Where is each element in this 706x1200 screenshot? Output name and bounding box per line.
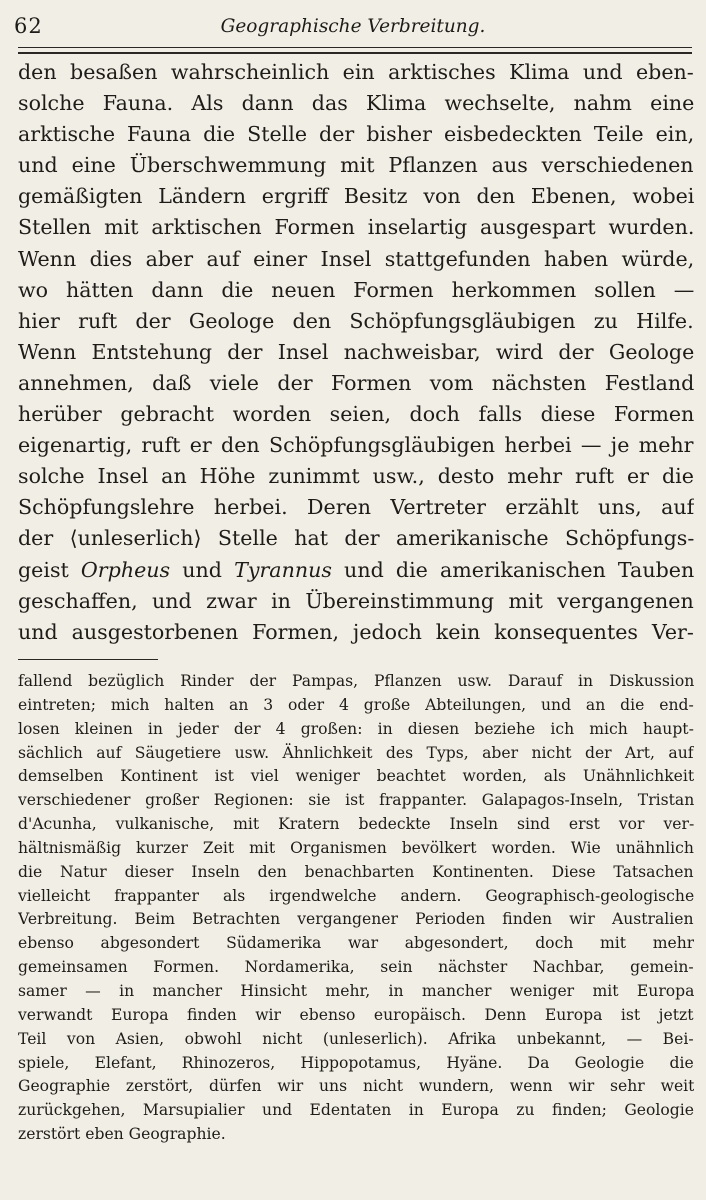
footnote-line: verwandt Europa finden wir ebenso europäisch. Denn Europa ist jetzt — [18, 1005, 694, 1024]
text-line: Wenn Entstehung der Insel nachweisbar, wird der Geologe — [18, 339, 694, 364]
footnote-line: eintreten; mich halten an 3 oder 4 große Abteilungen, und an die end- — [18, 695, 694, 714]
text-line: der ⟨unleserlich⟩ Stelle hat der amerikanische Schöpfungs- — [18, 526, 694, 551]
text-line: annehmen, daß viele der Formen vom nächsten Festland — [18, 370, 694, 395]
page-number: 62 — [14, 14, 43, 38]
text-line: geist Orpheus und Tyrannus und die amerikanischen Tauben — [18, 557, 694, 582]
text-line: geschaffen, und zwar in Übereinstimmung mit vergangenen — [18, 588, 694, 613]
footnote-line: gemeinsamen Formen. Nordamerika, sein nächster Nachbar, gemein- — [18, 958, 694, 977]
text-line: Schöpfungslehre herbei. Deren Vertreter erzählt uns, auf — [18, 495, 694, 520]
text-line: arktische Fauna die Stelle der bisher eisbedeckten Teile ein, — [18, 122, 694, 147]
footnote-line: die Natur dieser Inseln den benachbarten Kontinenten. Diese Tatsachen — [18, 862, 694, 881]
footnote-line: vielleicht frappanter als irgendwelche andern. Geographisch-geologische — [18, 886, 694, 905]
footnote-text — [18, 670, 694, 1147]
footnote-line: Verbreitung. Beim Betrachten vergangener Perioden finden wir Australien — [18, 910, 694, 929]
footnote-line: sächlich auf Säugetiere usw. Ähnlichkeit des Typs, aber nicht der Art, auf — [18, 743, 694, 762]
footnote-line: Geographie zerstört, dürfen wir uns nicht wundern, wenn wir sehr weit — [18, 1077, 694, 1096]
footnote-line: ebenso abgesondert Südamerika war abgesondert, doch mit mehr — [18, 934, 694, 953]
page-header — [14, 14, 692, 44]
text-line: den besaßen wahrscheinlich ein arktisches Klima und eben- — [18, 60, 694, 84]
footnote-line: Teil von Asien, obwohl nicht (unleserlich). Afrika unbekannt, — Bei- — [18, 1029, 694, 1048]
text-line: und eine Überschwemmung mit Pflanzen aus verschiedenen — [18, 153, 694, 178]
footnote-rule — [18, 659, 158, 660]
text-line: und ausgestorbenen Formen, jedoch kein konsequentes Ver- — [18, 619, 694, 644]
footnote-line: zurückgehen, Marsupialier und Edentaten in Europa zu finden; Geologie — [18, 1101, 694, 1120]
running-title: Geographische Verbreitung. — [220, 16, 486, 37]
text-line: solche Insel an Höhe zunimmt usw., desto mehr ruft er die — [18, 464, 694, 489]
footnote-line: hältnismäßig kurzer Zeit mit Organismen bevölkert worden. Wie unähnlich — [18, 838, 694, 857]
footnote-line: spiele, Elefant, Rhinozeros, Hippopotamus, Hyäne. Da Geologie die — [18, 1053, 694, 1072]
text-line: herüber gebracht worden seien, doch falls diese Formen — [18, 402, 694, 427]
footnote-line: verschiedener großer Regionen: sie ist frappanter. Galapagos-Inseln, Tristan — [18, 791, 694, 810]
text-line: Wenn dies aber auf einer Insel stattgefunden haben würde, — [18, 246, 694, 271]
text-line: wo hätten dann die neuen Formen herkommen sollen — — [18, 277, 694, 302]
footnote-line: samer — in mancher Hinsicht mehr, in mancher weniger mit Europa — [18, 981, 694, 1000]
footnote-line: d'Acunha, vulkanische, mit Kratern bedeckte Inseln sind erst vor ver- — [18, 815, 694, 834]
header-rule-thick — [18, 52, 692, 54]
footnote-line: fallend bezüglich Rinder der Pampas, Pflanzen usw. Darauf in Diskussion — [18, 672, 694, 690]
text-line: Stellen mit arktischen Formen inselartig ausgespart wurden. — [18, 215, 694, 240]
italic-word: Tyrannus — [234, 557, 332, 582]
footnote-line: demselben Kontinent ist viel weniger beachtet worden, als Unähnlichkeit — [18, 767, 694, 786]
main-text — [18, 57, 694, 648]
header-rule-thin — [18, 47, 692, 48]
footnote-line: losen kleinen in jeder der 4 großen: in diesen beziehe ich mich haupt- — [18, 719, 694, 738]
text-line: gemäßigten Ländern ergriff Besitz von den Ebenen, wobei — [18, 184, 694, 209]
italic-word: Orpheus — [80, 557, 171, 582]
text-line: eigenartig, ruft er den Schöpfungsgläubigen herbei — je mehr — [18, 433, 694, 458]
footnote-line: zerstört eben Geographie. — [18, 1125, 226, 1144]
text-line: hier ruft der Geologe den Schöpfungsgläubigen zu Hilfe. — [18, 308, 694, 333]
text-line: solche Fauna. Als dann das Klima wechselte, nahm eine — [18, 91, 694, 116]
